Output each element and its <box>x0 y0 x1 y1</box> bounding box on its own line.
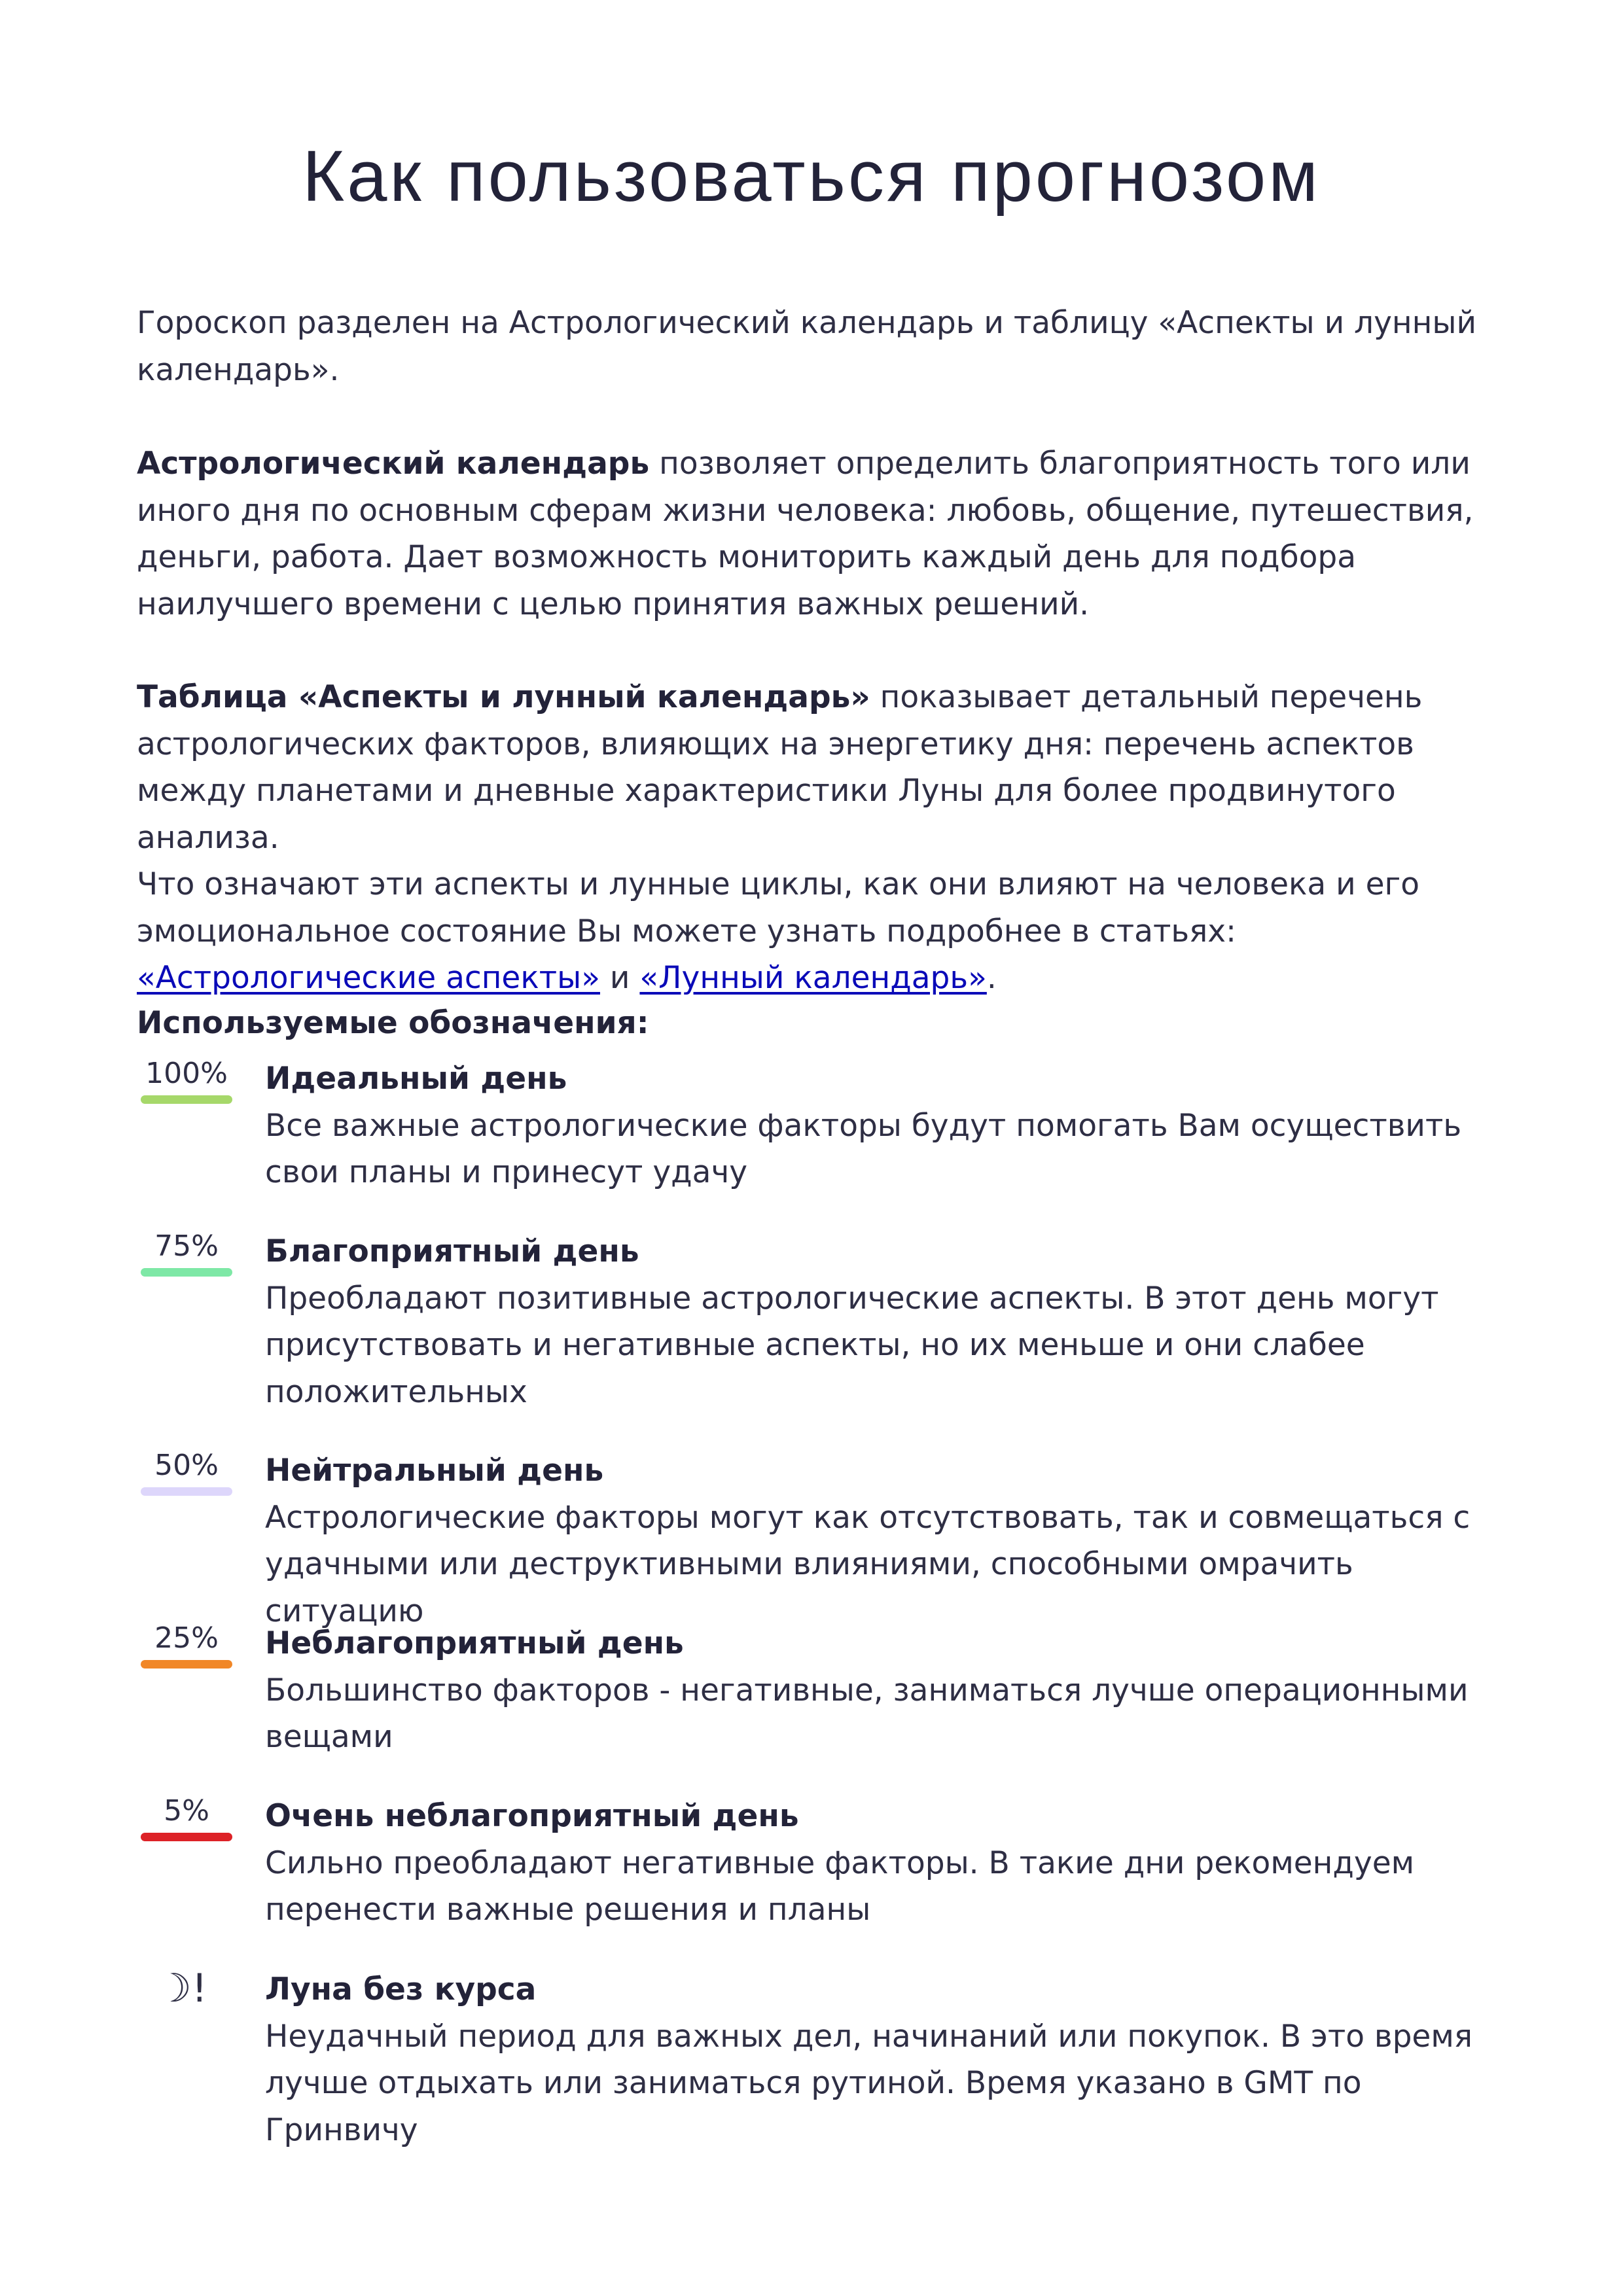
rating-marker <box>141 1228 232 1275</box>
rating-percent: 5% <box>164 1794 209 1828</box>
legend-item-title: Луна без курса <box>265 1971 537 2007</box>
void-moon-marker <box>141 1966 232 2013</box>
legend-item-title: Идеальный день <box>265 1061 567 1097</box>
calendar-text: позволяет определить благоприятность того или иного дня по основным сферам жизни человека: любовь, общение, путешествия, деньги, работа. Дает возможность мониторить каждый день для подбора наилучшего времени с целью принятия важных решений. <box>137 446 1474 622</box>
legend-heading: Используемые обозначения: <box>137 1005 649 1041</box>
and-text: и <box>599 960 640 996</box>
legend-item-desc: Неудачный период для важных дел, начинаний или покупок. В это время лучше отдыхать или заниматься рутиной. Время указано в GMT по Гринвичу <box>265 2018 1473 2148</box>
legend-item-void-moon <box>137 1966 1524 2148</box>
end-period: . <box>986 960 997 996</box>
rating-percent: 50% <box>154 1449 219 1482</box>
table-bold-label: Таблица «Аспекты и лунный календарь» <box>137 679 870 715</box>
rating-bar <box>141 1487 232 1496</box>
rating-bar <box>141 1268 232 1277</box>
intro-paragraph: Гороскоп разделен на Астрологический календарь и таблицу «Аспекты и лунный календарь». <box>137 305 1477 388</box>
legend-item-title: Нейтральный день <box>265 1453 604 1489</box>
legend-item-desc: Все важные астрологические факторы будут помогать Вам осуществить свои планы и принесут удачу <box>265 1107 1462 1190</box>
rating-percent: 25% <box>154 1621 219 1655</box>
legend-item-desc: Сильно преобладают негативные факторы. В такие дни рекомендуем перенести важные решения и планы <box>265 1845 1415 1928</box>
rating-marker <box>141 1620 232 1667</box>
legend-item-ideal <box>137 1055 1524 1199</box>
rating-percent: 75% <box>154 1229 219 1263</box>
legend-item-very-unfavorable <box>137 1793 1524 1937</box>
rating-marker <box>141 1055 232 1103</box>
rating-marker <box>141 1447 232 1494</box>
rating-bar <box>141 1833 232 1841</box>
legend-item-desc: Преобладают позитивные астрологические аспекты. В этот день могут присутствовать и негативные аспекты, но их меньше и они слабее положительных <box>265 1280 1439 1410</box>
rating-marker <box>141 1793 232 1840</box>
legend-item-neutral <box>137 1447 1524 1629</box>
legend-item-desc: Большинство факторов - негативные, заниматься лучше операционными вещами <box>265 1672 1469 1755</box>
calendar-paragraph <box>137 440 1524 627</box>
lunar-calendar-link[interactable]: «Лунный календарь» <box>639 960 987 996</box>
legend-item-favorable <box>137 1228 1524 1418</box>
page-title: Как пользоваться прогнозом <box>302 136 1321 217</box>
legend-item-title: Неблагоприятный день <box>265 1625 684 1661</box>
rating-percent: 100% <box>145 1057 228 1090</box>
astro-aspects-link[interactable]: «Астрологические аспекты» <box>137 960 600 996</box>
table-text: показывает детальный перечень астрологических факторов, влияющих на энергетику дня: перечень аспектов между планетами и дневные характеристики Луны для более продвинутого анализа. <box>137 679 1423 856</box>
table-paragraph <box>137 674 1524 1002</box>
rating-bar <box>141 1095 232 1104</box>
moon-exclamation-icon: ☽! <box>156 1966 207 2011</box>
legend-item-title: Очень неблагоприятный день <box>265 1798 799 1834</box>
legend-item-unfavorable <box>137 1620 1524 1764</box>
table-more-text: Что означают эти аспекты и лунные циклы, как они влияют на человека и его эмоциональное состояние Вы можете узнать подробнее в статьях: <box>137 866 1419 949</box>
legend-item-title: Благоприятный день <box>265 1233 639 1269</box>
calendar-bold-label: Астрологический календарь <box>137 446 650 482</box>
legend-item-desc: Астрологические факторы могут как отсутствовать, так и совмещаться с удачными или деструктивными влияниями, способными омрачить ситуацию <box>265 1499 1471 1629</box>
rating-bar <box>141 1660 232 1669</box>
